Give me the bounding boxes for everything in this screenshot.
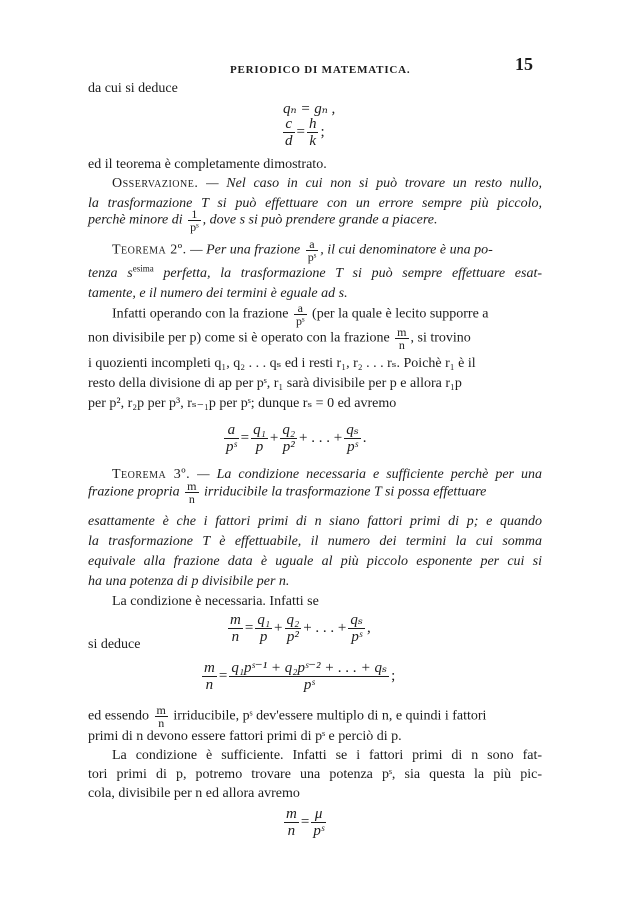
- theorem-2-heading: Teorema 2º. — Per una frazione $\frac{a}{\text{pˢ}}$ , il cui denominatore è una po-: [112, 237, 493, 264]
- fraction: $\frac{c}{d}$: [285, 116, 293, 149]
- page-header: [0, 52, 624, 76]
- fraction-m-n: $\frac{m}{n}$: [397, 325, 407, 352]
- equation-c-d: $\frac{c}{d}$ = $\frac{h}{k}$ ;: [285, 116, 325, 149]
- text-line: Infatti operando con la frazione $\frac{a}{\text{pˢ}}$ (per la quale è lecito supporre a: [112, 301, 489, 328]
- fraction-1-ps: $\frac{1}{\text{pˢ}}$: [190, 207, 199, 234]
- text-line: per p², r₂p per p³, rₛ₋₁p per pˢ; dunque rₛ = 0 ed avremo: [88, 396, 397, 411]
- remark-heading: Osservazione. — Nel caso in cui non si può trovare un resto nullo,: [112, 176, 542, 191]
- fraction-a-ps: $\frac{a}{\text{pˢ}}$: [307, 237, 317, 264]
- text-line: primi di n devono essere fattori primi di pˢ e perciò di p.: [88, 729, 402, 744]
- equation-long-fraction: $\frac{m}{n}$ = $\frac{\text{q₁pˢ⁻¹ + q₂pˢ⁻² + . . . + qₛ}}{\text{pˢ}}$ ;: [204, 660, 396, 693]
- equation-m-n-sum: $\frac{m}{n}$ = $\frac{\text{q₁}}{p}$ + $\frac{\text{q₂}}{\text{p²}}$ + . . . + $\frac{\text{qₛ}}{\text{pˢ}}$ ,: [230, 612, 371, 645]
- text-line: non divisibile per p) come si è operato con la frazione $\frac{m}{n}$ , si trovino: [88, 325, 471, 352]
- text-line: ed essendo $\frac{m}{n}$ irriducibile, pˢ dev'essere multiplo di n, e quindi i fattori: [88, 703, 487, 730]
- text-line: resto della divisione di ap per pˢ, r₁ sarà divisibile per p e allora r₁p: [88, 376, 462, 391]
- equation-a-ps-sum: $\frac{a}{\text{pˢ}}$ = $\frac{\text{q₁}}{p}$ + $\frac{\text{q₂}}{\text{p²}}$ + . . . + $\frac{\text{qₛ}}{\text{pˢ}}$ .: [226, 422, 367, 455]
- text-line: equivale alla frazione data è uguale al più piccolo esponente per cui si: [88, 554, 542, 569]
- fraction-a-ps: $\frac{a}{\text{pˢ}}$: [295, 301, 305, 328]
- text-line: da cui si deduce: [88, 81, 178, 96]
- text-line: la trasformazione T si può effettuare con un errore sempre più piccolo,: [88, 196, 542, 211]
- text-line: tori primi di p, potremo trovare una potenza pˢ, sia questa la più pic-: [88, 767, 542, 782]
- page-number: 15: [515, 54, 533, 74]
- text-line: perchè minore di $\frac{1}{\text{pˢ}}$ , dove s si può prendere grande a piacere.: [88, 207, 438, 234]
- text-line: tamente, e il numero dei termini è eguale ad s.: [88, 286, 348, 301]
- text-line: esattamente è che i fattori primi di n siano fattori primi di p; e quando: [88, 514, 542, 529]
- text-line: si deduce: [88, 637, 141, 652]
- fraction: $\frac{h}{k}$: [308, 116, 317, 149]
- text-line: ha una potenza di p divisibile per n.: [88, 574, 290, 589]
- text-line: tenza $s^{esima}$ perfetta, la trasformazione T si può sempre effettuare esat-: [88, 263, 542, 281]
- text-line: La condizione è necessaria. Infatti se: [112, 594, 319, 609]
- text-line: ed il teorema è completamente dimostrato.: [88, 157, 327, 172]
- text-line: cola, divisibile per n ed allora avremo: [88, 786, 300, 801]
- text-line: frazione propria $\frac{m}{n}$ irriducibile la trasformazione T si possa effettuare: [88, 479, 487, 506]
- running-head: PERIODICO DI MATEMATICA.: [230, 64, 411, 76]
- text-line: la trasformazione T è effettuabile, il numero dei termini la cui somma: [88, 534, 542, 549]
- equation-m-n-mu: $\frac{m}{n}$ = $\frac{\mu}{\text{pˢ}}$: [286, 806, 324, 839]
- fraction-m-n: $\frac{m}{n}$: [156, 703, 166, 730]
- text-line: i quozienti incompleti q₁, q₂ . . . qₛ ed i resti r₁, r₂ . . . rₛ. Poichè r₁ è il: [88, 356, 476, 371]
- equation-qs-gs: qₙ = gₙ ,: [283, 101, 336, 117]
- text-line: La condizione è sufficiente. Infatti se i fattori primi di n sono fat-: [112, 748, 542, 763]
- theorem-3-heading: Teorema 3º. — La condizione necessaria e sufficiente perchè per una: [112, 467, 543, 482]
- fraction-m-n: $\frac{m}{n}$: [187, 479, 197, 506]
